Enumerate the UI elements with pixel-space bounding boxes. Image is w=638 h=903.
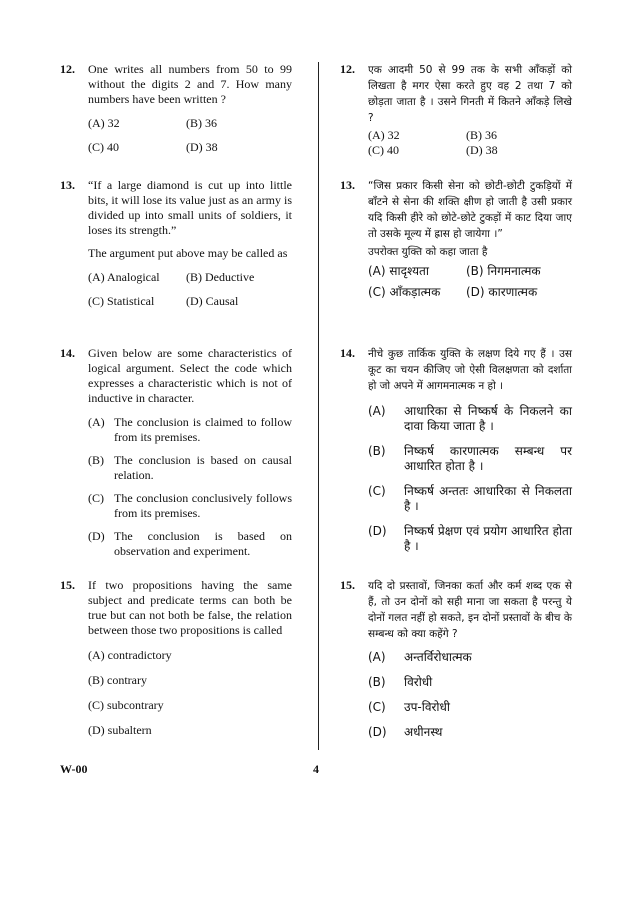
option-b bbox=[88, 453, 292, 483]
question-text: Given below are some characteristics of logical argument. Select the code which expresses a characteristic which is not of inductive in character. bbox=[88, 346, 292, 405]
question-text: “If a large diamond is cut up into little bits, it will lose its value just as an army is divided up into small units of soldiers, it loses its strength.” bbox=[88, 178, 292, 237]
options-list bbox=[88, 415, 292, 559]
question-prompt: The argument put above may be called as bbox=[88, 246, 288, 260]
option-b: (B) 36 bbox=[186, 116, 217, 130]
question-text: नीचे कुछ तार्किक युक्ति के लक्षण दिये गए हैं । उस कूट का चयन कीजिए जो ऐसी विलक्षणता को दर्शाता हो जो अपने में आगमनात्मक न हो । bbox=[368, 348, 572, 392]
question-number: 14. bbox=[340, 346, 355, 360]
options-grid bbox=[368, 264, 572, 300]
page-number: 4 bbox=[313, 762, 319, 776]
question-number: 12. bbox=[60, 62, 75, 76]
option-label: (A) bbox=[368, 404, 386, 418]
option-b: (B) contrary bbox=[88, 673, 147, 687]
option-d: (D) 38 bbox=[186, 140, 218, 154]
option-c: (C) 40 bbox=[88, 140, 119, 154]
question-text: एक आदमी 50 से 99 तक के सभी आँकड़ों को लिखता है मगर ऐसा करते हुए वह 2 तथा 7 को छोड़ता जाता है । उसने गिनती में कितने आँकड़े लिखे ? bbox=[368, 64, 572, 124]
question-number: 15. bbox=[60, 578, 75, 592]
option-text: निष्कर्ष प्रेक्षण एवं प्रयोग आधारित होता है । bbox=[404, 524, 572, 553]
question-number: 12. bbox=[340, 62, 355, 76]
question-number: 15. bbox=[340, 578, 355, 592]
options-list bbox=[368, 404, 572, 554]
option-a bbox=[368, 650, 572, 665]
question-number: 14. bbox=[60, 346, 75, 360]
option-a: (A) 32 bbox=[88, 116, 120, 130]
options-grid bbox=[368, 128, 572, 158]
option-text: The conclusion is claimed to follow from its premises. bbox=[114, 415, 292, 444]
option-a bbox=[368, 404, 572, 434]
option-b: (B) निगमनात्मक bbox=[466, 264, 541, 278]
options-list bbox=[88, 648, 292, 738]
option-c bbox=[368, 484, 572, 514]
option-label: (C) bbox=[368, 484, 386, 498]
option-d: (D) Causal bbox=[186, 294, 239, 308]
option-c: (C) Statistical bbox=[88, 294, 155, 308]
option-text: अन्तर्विरोधात्मक bbox=[404, 650, 472, 664]
option-text: आधारिका से निष्कर्ष के निकलने का दावा किया जाता है । bbox=[404, 404, 572, 433]
option-d: (D) कारणात्मक bbox=[466, 285, 538, 299]
option-label: (A) bbox=[368, 650, 386, 664]
option-b: (B) 36 bbox=[466, 128, 497, 142]
option-text: विरोधी bbox=[404, 675, 433, 689]
option-text: अधीनस्थ bbox=[404, 725, 443, 739]
options-list bbox=[368, 650, 572, 740]
option-b: (B) Deductive bbox=[186, 270, 255, 284]
option-c bbox=[368, 700, 572, 715]
question-text: यदि दो प्रस्तावों, जिनका कर्ता और कर्म शब्द एक से हैं, तो उन दोनों को सही माना जा सकता है परन्तु ये दोनों गलत नहीं हो सकते, इन दोनों प्रस्तावों के बीच के सम्बन्ध को क्या कहेंगे ? bbox=[368, 580, 572, 640]
option-text: The conclusion is based on causal relation. bbox=[114, 453, 292, 482]
option-text: The conclusion is based on observation and experiment. bbox=[114, 529, 292, 558]
option-d: (D) 38 bbox=[466, 143, 498, 157]
option-label: (D) bbox=[368, 524, 387, 538]
option-d bbox=[368, 524, 572, 554]
question-number: 13. bbox=[60, 178, 75, 192]
option-label: (B) bbox=[88, 453, 104, 467]
question-text: “जिस प्रकार किसी सेना को छोटी-छोटी टुकड़ियों में बाँटने से सेना की शक्ति क्षीण हो जाती है उसी प्रकार यदि किसी हीरे को छोटे-छोटे टुकड़ों में काट दिया जाए तो उसके मूल्य में ह्रास हो जायेगा ।” bbox=[368, 180, 572, 240]
option-d: (D) subaltern bbox=[88, 723, 152, 737]
option-c: (C) subcontrary bbox=[88, 698, 164, 712]
question-text: One writes all numbers from 50 to 99 without the digits 2 and 7. How many numbers have been written ? bbox=[88, 62, 292, 106]
option-a: (A) 32 bbox=[368, 128, 400, 142]
option-text: निष्कर्ष अन्ततः आधारिका से निकलता है । bbox=[404, 484, 572, 513]
question-prompt: उपरोक्त युक्ति को कहा जाता है bbox=[368, 246, 488, 258]
options-grid bbox=[88, 270, 292, 309]
option-a: (A) contradictory bbox=[88, 648, 172, 662]
option-label: (C) bbox=[368, 700, 386, 714]
column-divider bbox=[318, 62, 319, 750]
option-label: (B) bbox=[368, 444, 386, 458]
option-text: The conclusion conclusively follows from its premises. bbox=[114, 491, 292, 520]
option-c: (C) 40 bbox=[368, 143, 399, 157]
option-text: निष्कर्ष कारणात्मक सम्बन्ध पर आधारित होता है । bbox=[404, 444, 572, 473]
option-a bbox=[88, 415, 292, 445]
options-grid bbox=[88, 116, 292, 155]
option-b bbox=[368, 675, 572, 690]
paper-code: W-00 bbox=[60, 762, 88, 776]
option-a: (A) Analogical bbox=[88, 270, 160, 284]
option-text: उप-विरोधी bbox=[404, 700, 451, 714]
option-label: (B) bbox=[368, 675, 386, 689]
option-a: (A) सादृश्यता bbox=[368, 264, 429, 278]
option-d bbox=[88, 529, 292, 559]
question-number: 13. bbox=[340, 178, 355, 192]
option-b bbox=[368, 444, 572, 474]
option-label: (A) bbox=[88, 415, 105, 429]
option-label: (D) bbox=[88, 529, 105, 543]
option-c: (C) आँकड़ात्मक bbox=[368, 285, 441, 299]
question-text: If two propositions having the same subject and predicate terms can both be true but can not both be false, the relation between those two propositions is called bbox=[88, 578, 292, 637]
option-c bbox=[88, 491, 292, 521]
option-label: (D) bbox=[368, 725, 387, 739]
option-d bbox=[368, 725, 572, 740]
option-label: (C) bbox=[88, 491, 104, 505]
